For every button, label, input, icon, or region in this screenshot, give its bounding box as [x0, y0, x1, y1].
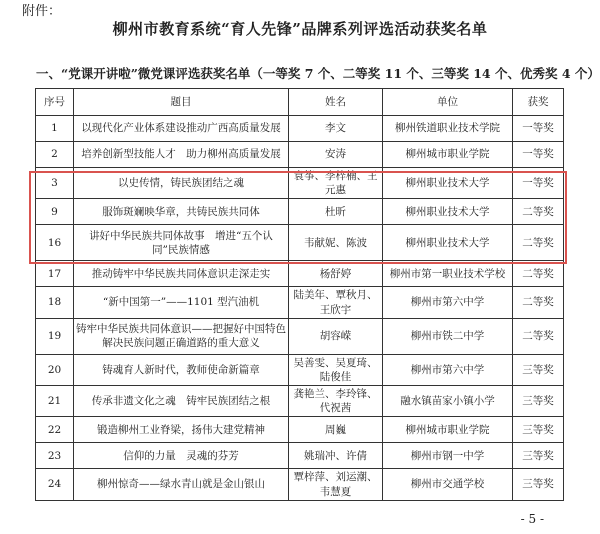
cell-award: 二等奖 [513, 318, 564, 354]
cell-no: 17 [36, 261, 74, 287]
cell-award: 二等奖 [513, 199, 564, 225]
table-row [36, 261, 564, 287]
header-name: 姓名 [289, 89, 383, 116]
cell-name: 李文 [289, 116, 383, 142]
cell-title: 服饰斑斓映华章，共铸民族共同体 [74, 199, 289, 225]
cell-title: 柳州惊奇——绿水青山就是金山银山 [74, 469, 289, 500]
cell-award: 一等奖 [513, 116, 564, 142]
cell-name: 覃梓萍、刘运潮、韦慧夏 [289, 469, 383, 500]
cell-name: 姚瑞冲、许倩 [289, 443, 383, 469]
attachment-label: 附件： [22, 4, 62, 19]
cell-name: 吴善雯、吴夏琦、陆俊佳 [289, 354, 383, 385]
header-title: 题目 [74, 89, 289, 116]
cell-unit: 融水镇苗家小镇小学 [383, 386, 513, 417]
cell-no: 2 [36, 142, 74, 168]
header-award: 获奖 [513, 89, 564, 116]
table-row [36, 469, 564, 500]
cell-no: 1 [36, 116, 74, 142]
cell-no: 21 [36, 386, 74, 417]
cell-unit: 柳州职业技术大学 [383, 168, 513, 199]
cell-award: 二等奖 [513, 261, 564, 287]
table-row [36, 287, 564, 318]
cell-name: 陆美年、覃秋月、王欣宇 [289, 287, 383, 318]
cell-unit: 柳州城市职业学院 [383, 417, 513, 443]
table-row [36, 417, 564, 443]
header-unit: 单位 [383, 89, 513, 116]
cell-award: 三等奖 [513, 443, 564, 469]
cell-no: 3 [36, 168, 74, 199]
cell-name: 胡容嵘 [289, 318, 383, 354]
cell-unit: 柳州市第六中学 [383, 287, 513, 318]
table-row [36, 168, 564, 199]
cell-title: 以现代化产业体系建设推动广西高质量发展 [74, 116, 289, 142]
cell-no: 23 [36, 443, 74, 469]
cell-award: 一等奖 [513, 142, 564, 168]
cell-unit: 柳州市钢一中学 [383, 443, 513, 469]
cell-unit: 柳州城市职业学院 [383, 142, 513, 168]
cell-unit: 柳州铁道职业技术学院 [383, 116, 513, 142]
cell-award: 二等奖 [513, 225, 564, 261]
table-row [36, 354, 564, 385]
cell-no: 24 [36, 469, 74, 500]
cell-title: 讲好中华民族共同体故事 增进“五个认同”民族情感 [74, 225, 289, 261]
table-row [36, 142, 564, 168]
cell-unit: 柳州市第一职业技术学校 [383, 261, 513, 287]
table-row [36, 386, 564, 417]
cell-name: 杨舒婷 [289, 261, 383, 287]
cell-title: 传承非遗文化之魂 铸牢民族团结之根 [74, 386, 289, 417]
cell-award: 三等奖 [513, 386, 564, 417]
cell-title: 信仰的力量 灵魂的芬芳 [74, 443, 289, 469]
cell-no: 22 [36, 417, 74, 443]
cell-title: 以史传情，铸民族团结之魂 [74, 168, 289, 199]
document-title: 柳州市教育系统“育人先锋”品牌系列评选活动获奖名单 [112, 20, 488, 38]
table-row [36, 116, 564, 142]
cell-name: 安涛 [289, 142, 383, 168]
cell-no: 9 [36, 199, 74, 225]
award-table [35, 88, 564, 501]
cell-no: 20 [36, 354, 74, 385]
page-number: - 5 - [520, 512, 544, 526]
table-header-row [36, 89, 564, 116]
cell-unit: 柳州市第六中学 [383, 354, 513, 385]
cell-name: 袁筝、李梓楠、王元惠 [289, 168, 383, 199]
header-no: 序号 [36, 89, 74, 116]
table-row [36, 225, 564, 261]
cell-name: 周巍 [289, 417, 383, 443]
table-row [36, 318, 564, 354]
cell-title: 推动铸牢中华民族共同体意识走深走实 [74, 261, 289, 287]
cell-unit: 柳州市交通学校 [383, 469, 513, 500]
cell-award: 一等奖 [513, 168, 564, 199]
cell-no: 19 [36, 318, 74, 354]
cell-award: 二等奖 [513, 287, 564, 318]
table-row [36, 443, 564, 469]
table-row [36, 199, 564, 225]
cell-title: 铸牢中华民族共同体意识——把握好中国特色解决民族问题正确道路的重大意义 [74, 318, 289, 354]
cell-award: 三等奖 [513, 417, 564, 443]
cell-title: “新中国第一”——1101 型汽油机 [74, 287, 289, 318]
cell-unit: 柳州职业技术大学 [383, 199, 513, 225]
cell-name: 韦献妮、陈波 [289, 225, 383, 261]
cell-name: 龚艳兰、李玲锋、代祝茜 [289, 386, 383, 417]
cell-title: 铸魂育人新时代，教师使命新篇章 [74, 354, 289, 385]
cell-title: 锻造柳州工业脊梁，扬伟大建党精神 [74, 417, 289, 443]
cell-award: 三等奖 [513, 469, 564, 500]
cell-title: 培养创新型技能人才 助力柳州高质量发展 [74, 142, 289, 168]
cell-no: 16 [36, 225, 74, 261]
section-heading: 一、“党课开讲啦”微党课评选获奖名单（一等奖 7 个、二等奖 11 个、三等奖 14 个、优秀奖 4 个） [36, 66, 600, 81]
cell-unit: 柳州职业技术大学 [383, 225, 513, 261]
cell-award: 三等奖 [513, 354, 564, 385]
cell-name: 杜昕 [289, 199, 383, 225]
cell-unit: 柳州市铁二中学 [383, 318, 513, 354]
cell-no: 18 [36, 287, 74, 318]
